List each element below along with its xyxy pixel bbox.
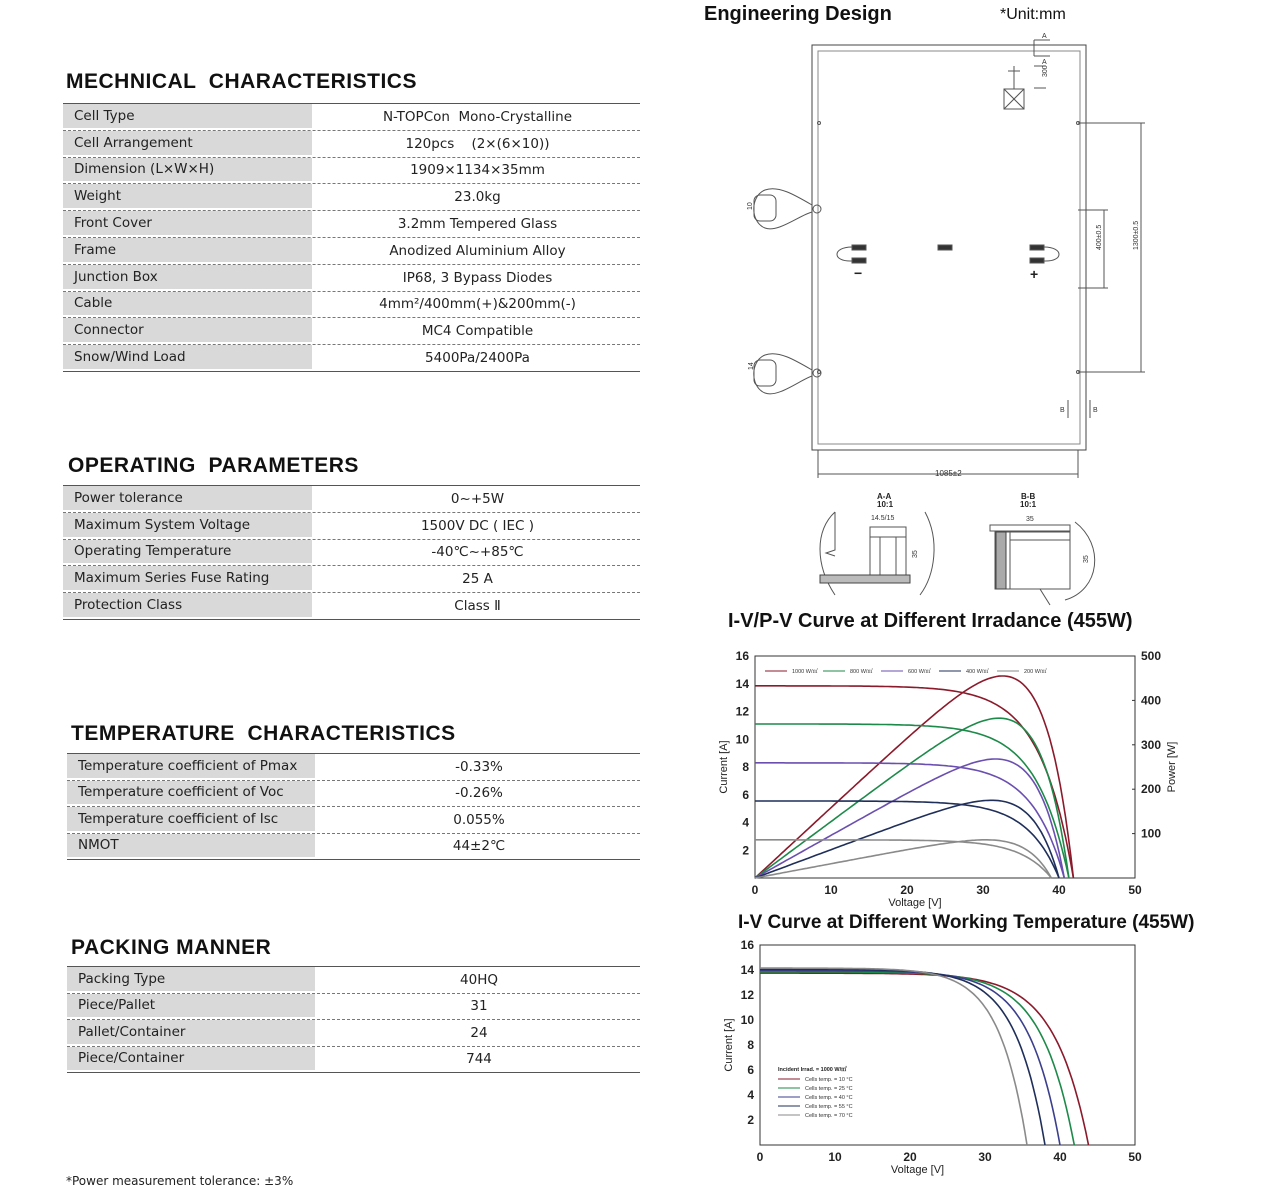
- legend-label: 400 W/㎡: [966, 669, 989, 675]
- packing-row: [67, 1020, 640, 1047]
- y-tick-label: 4: [747, 1088, 754, 1102]
- temperature-row-value: 44±2℃: [452, 838, 506, 855]
- legend-label: Cells temp. = 40 °C: [805, 1095, 853, 1101]
- packing-row-value: 24: [470, 1024, 488, 1041]
- engineering-drawing: [720, 0, 1280, 610]
- y-tick-label: 8: [747, 1038, 754, 1052]
- x-tick-label: 50: [1128, 1150, 1142, 1164]
- hole-dim-10: 10: [747, 202, 754, 210]
- packing-row-label: Packing Type: [67, 967, 318, 993]
- legend-title: Incident Irrad. = 1000 W/㎡: [778, 1067, 847, 1073]
- x-tick-label: 40: [1052, 883, 1066, 897]
- mechanical-row: [63, 345, 640, 372]
- temperature-row: [67, 781, 640, 808]
- y2-tick-label: 100: [1141, 826, 1162, 841]
- operating-row: [63, 593, 640, 620]
- x-tick-label: 0: [751, 883, 759, 897]
- operating-row-label: Operating Temperature: [63, 540, 315, 566]
- legend-label: Cells temp. = 55 °C: [805, 1104, 853, 1110]
- iv-series-line: [760, 969, 1045, 1145]
- mechanical-row: [63, 104, 640, 131]
- engineering-title: Engineering Design: [704, 3, 892, 25]
- legend-label: 600 W/㎡: [908, 669, 931, 675]
- mechanical-row: [63, 318, 640, 345]
- mark-b-left: B: [1060, 407, 1065, 414]
- packing-title: PACKING MANNER: [71, 936, 272, 959]
- y-axis-label: Current [A]: [718, 740, 730, 794]
- temperature-row-label: Temperature coefficient of Pmax: [67, 754, 318, 780]
- iv-pv-irradiance-chart: [710, 648, 1230, 913]
- x-tick-label: 30: [978, 1150, 992, 1164]
- operating-row-value: Class Ⅱ: [454, 598, 501, 615]
- mechanical-row: [63, 158, 640, 185]
- y2-tick-label: 400: [1141, 693, 1162, 708]
- hole-dim-14: 14: [748, 362, 755, 370]
- iv-series-line: [760, 972, 1074, 1145]
- dim-300: 300: [1042, 65, 1049, 77]
- temperature-row-label: NMOT: [67, 834, 318, 860]
- y-tick-label: 6: [747, 1063, 754, 1077]
- x-axis-label: Voltage [V]: [888, 897, 942, 909]
- mechanical-title: MECHNICAL CHARACTERISTICS: [66, 70, 417, 93]
- temperature-row-label: Temperature coefficient of Isc: [67, 807, 318, 833]
- operating-row-value: 0~+5W: [450, 490, 505, 507]
- x-tick-label: 10: [824, 883, 838, 897]
- y2-axis-label: Power [W]: [1166, 741, 1178, 793]
- mechanical-row-value: 1909×1134×35mm: [410, 162, 545, 179]
- mechanical-row-label: Weight: [63, 184, 315, 210]
- packing-row: [67, 967, 640, 994]
- y-tick-label: 10: [740, 1013, 754, 1027]
- dim-width: 1085±2: [935, 469, 962, 478]
- mark-a-top: A: [1042, 33, 1047, 40]
- operating-table: [63, 485, 640, 620]
- temperature-table: [67, 753, 640, 860]
- y2-tick-label: 300: [1141, 737, 1162, 752]
- y-tick-label: 16: [740, 940, 754, 952]
- operating-row-label: Protection Class: [63, 593, 315, 619]
- minus-sign: −: [854, 265, 863, 281]
- chart1-title: I-V/P-V Curve at Different Irradance (455W): [728, 610, 1133, 632]
- legend-label: 1000 W/㎡: [792, 669, 818, 675]
- mechanical-row-value: 3.2mm Tempered Glass: [397, 216, 558, 233]
- temperature-row-label: Temperature coefficient of Voc: [67, 781, 318, 807]
- operating-row-value: -40℃~+85℃: [431, 544, 524, 561]
- operating-row: [63, 513, 640, 540]
- operating-row-label: Maximum System Voltage: [63, 513, 315, 539]
- x-tick-label: 50: [1128, 883, 1142, 897]
- section-b-title: B-B: [1021, 492, 1036, 501]
- mechanical-row: [63, 211, 640, 238]
- y-tick-label: 16: [735, 649, 749, 663]
- y-tick-label: 14: [740, 963, 754, 977]
- temperature-row: [67, 807, 640, 834]
- mechanical-row-label: Front Cover: [63, 211, 315, 237]
- x-axis-label: Voltage [V]: [890, 1164, 945, 1176]
- mechanical-row-value: 23.0kg: [454, 189, 501, 206]
- mechanical-row-value: 4mm²/400mm(+)&200mm(-): [379, 296, 576, 313]
- mechanical-row-label: Snow/Wind Load: [63, 345, 315, 371]
- mechanical-row-value: MC4 Compatible: [421, 323, 534, 340]
- mechanical-row: [63, 292, 640, 319]
- temperature-row-value: -0.33%: [455, 758, 503, 775]
- section-b-scale: 10:1: [1020, 500, 1037, 509]
- packing-row-value: 40HQ: [460, 971, 498, 988]
- mechanical-row-value: Anodized Aluminium Alloy: [389, 242, 566, 259]
- y-tick-label: 12: [740, 988, 754, 1002]
- iv-temperature-chart: [710, 940, 1230, 1185]
- mechanical-row-label: Dimension (L×W×H): [63, 158, 315, 184]
- y-tick-label: 10: [735, 732, 749, 747]
- legend-label: Cells temp. = 25 °C: [805, 1086, 853, 1092]
- operating-row-label: Maximum Series Fuse Rating: [63, 566, 315, 592]
- operating-row: [63, 540, 640, 567]
- x-tick-label: 20: [900, 883, 914, 897]
- x-tick-label: 40: [1053, 1150, 1067, 1164]
- mechanical-row-label: Cell Arrangement: [63, 131, 315, 157]
- mechanical-row: [63, 184, 640, 211]
- unit-label: *Unit:mm: [1000, 6, 1066, 23]
- y-axis-label: Current [A]: [723, 1018, 735, 1072]
- packing-row: [67, 994, 640, 1021]
- section-a-title: A-A: [877, 492, 892, 501]
- x-tick-label: 10: [828, 1150, 842, 1164]
- y2-tick-label: 200: [1141, 782, 1162, 797]
- y-tick-label: 4: [742, 815, 749, 830]
- packing-row: [67, 1047, 640, 1074]
- mechanical-row-value: 5400Pa/2400Pa: [425, 350, 530, 367]
- mechanical-row-label: Frame: [63, 238, 315, 264]
- y-tick-label: 2: [742, 843, 749, 858]
- x-tick-label: 20: [903, 1150, 917, 1164]
- packing-row-value: 744: [466, 1051, 492, 1068]
- y-tick-label: 12: [735, 704, 749, 719]
- aa-width: 14.5/15: [871, 515, 895, 522]
- packing-row-value: 31: [470, 998, 488, 1015]
- mechanical-row: [63, 238, 640, 265]
- section-a-scale: 10:1: [877, 500, 894, 509]
- mark-a-bottom: A: [1042, 59, 1047, 66]
- temperature-row: [67, 834, 640, 861]
- operating-row: [63, 566, 640, 593]
- y-tick-label: 2: [747, 1113, 754, 1127]
- dim-400: 400±0.5: [1096, 224, 1103, 250]
- legend-label: Cells temp. = 10 °C: [805, 1077, 853, 1083]
- mechanical-row-label: Cable: [63, 292, 315, 318]
- x-tick-label: 0: [756, 1150, 764, 1164]
- y-tick-label: 6: [742, 787, 749, 802]
- aa-height: 35: [912, 550, 919, 558]
- mechanical-table: [63, 103, 640, 372]
- dim-1300: 1300±0.5: [1133, 220, 1140, 250]
- x-tick-label: 30: [976, 883, 990, 897]
- bb-height: 35: [1083, 555, 1090, 563]
- mechanical-row: [63, 265, 640, 292]
- operating-row-label: Power tolerance: [63, 486, 315, 512]
- mechanical-row-label: Connector: [63, 318, 315, 344]
- mechanical-row-value: N-TOPCon Mono-Crystalline: [382, 108, 573, 125]
- y-tick-label: 14: [735, 676, 749, 691]
- legend-label: 800 W/㎡: [850, 669, 873, 675]
- temperature-row: [67, 754, 640, 781]
- footnote: *Power measurement tolerance: ±3%: [66, 1174, 294, 1188]
- packing-table: [67, 966, 640, 1073]
- legend-label: 200 W/㎡: [1024, 669, 1047, 675]
- operating-row-value: 25 A: [462, 571, 493, 588]
- chart2-title: I-V Curve at Different Working Temperature (455W): [738, 912, 1195, 933]
- mechanical-row-label: Junction Box: [63, 265, 315, 291]
- y2-tick-label: 500: [1141, 649, 1162, 663]
- operating-title: OPERATING PARAMETERS: [68, 454, 359, 477]
- mechanical-row-value: IP68, 3 Bypass Diodes: [402, 269, 553, 286]
- operating-row: [63, 486, 640, 513]
- packing-row-label: Piece/Pallet: [67, 994, 318, 1020]
- operating-row-value: 1500V DC ( IEC ): [420, 517, 535, 534]
- bb-width: 35: [1026, 516, 1034, 523]
- y-tick-label: 8: [742, 760, 749, 774]
- packing-row-label: Piece/Container: [67, 1047, 318, 1073]
- mechanical-row-value: 120pcs (2×(6×10)): [405, 135, 550, 152]
- mark-b-right: B: [1093, 407, 1098, 414]
- packing-row-label: Pallet/Container: [67, 1020, 318, 1046]
- temperature-row-value: -0.26%: [455, 785, 503, 802]
- temperature-title: TEMPERATURE CHARACTERISTICS: [71, 722, 456, 745]
- legend-label: Cells temp. = 70 °C: [805, 1113, 853, 1119]
- mechanical-row-label: Cell Type: [63, 104, 315, 130]
- mechanical-row: [63, 131, 640, 158]
- plus-sign: +: [1030, 266, 1039, 282]
- temperature-row-value: 0.055%: [453, 811, 505, 828]
